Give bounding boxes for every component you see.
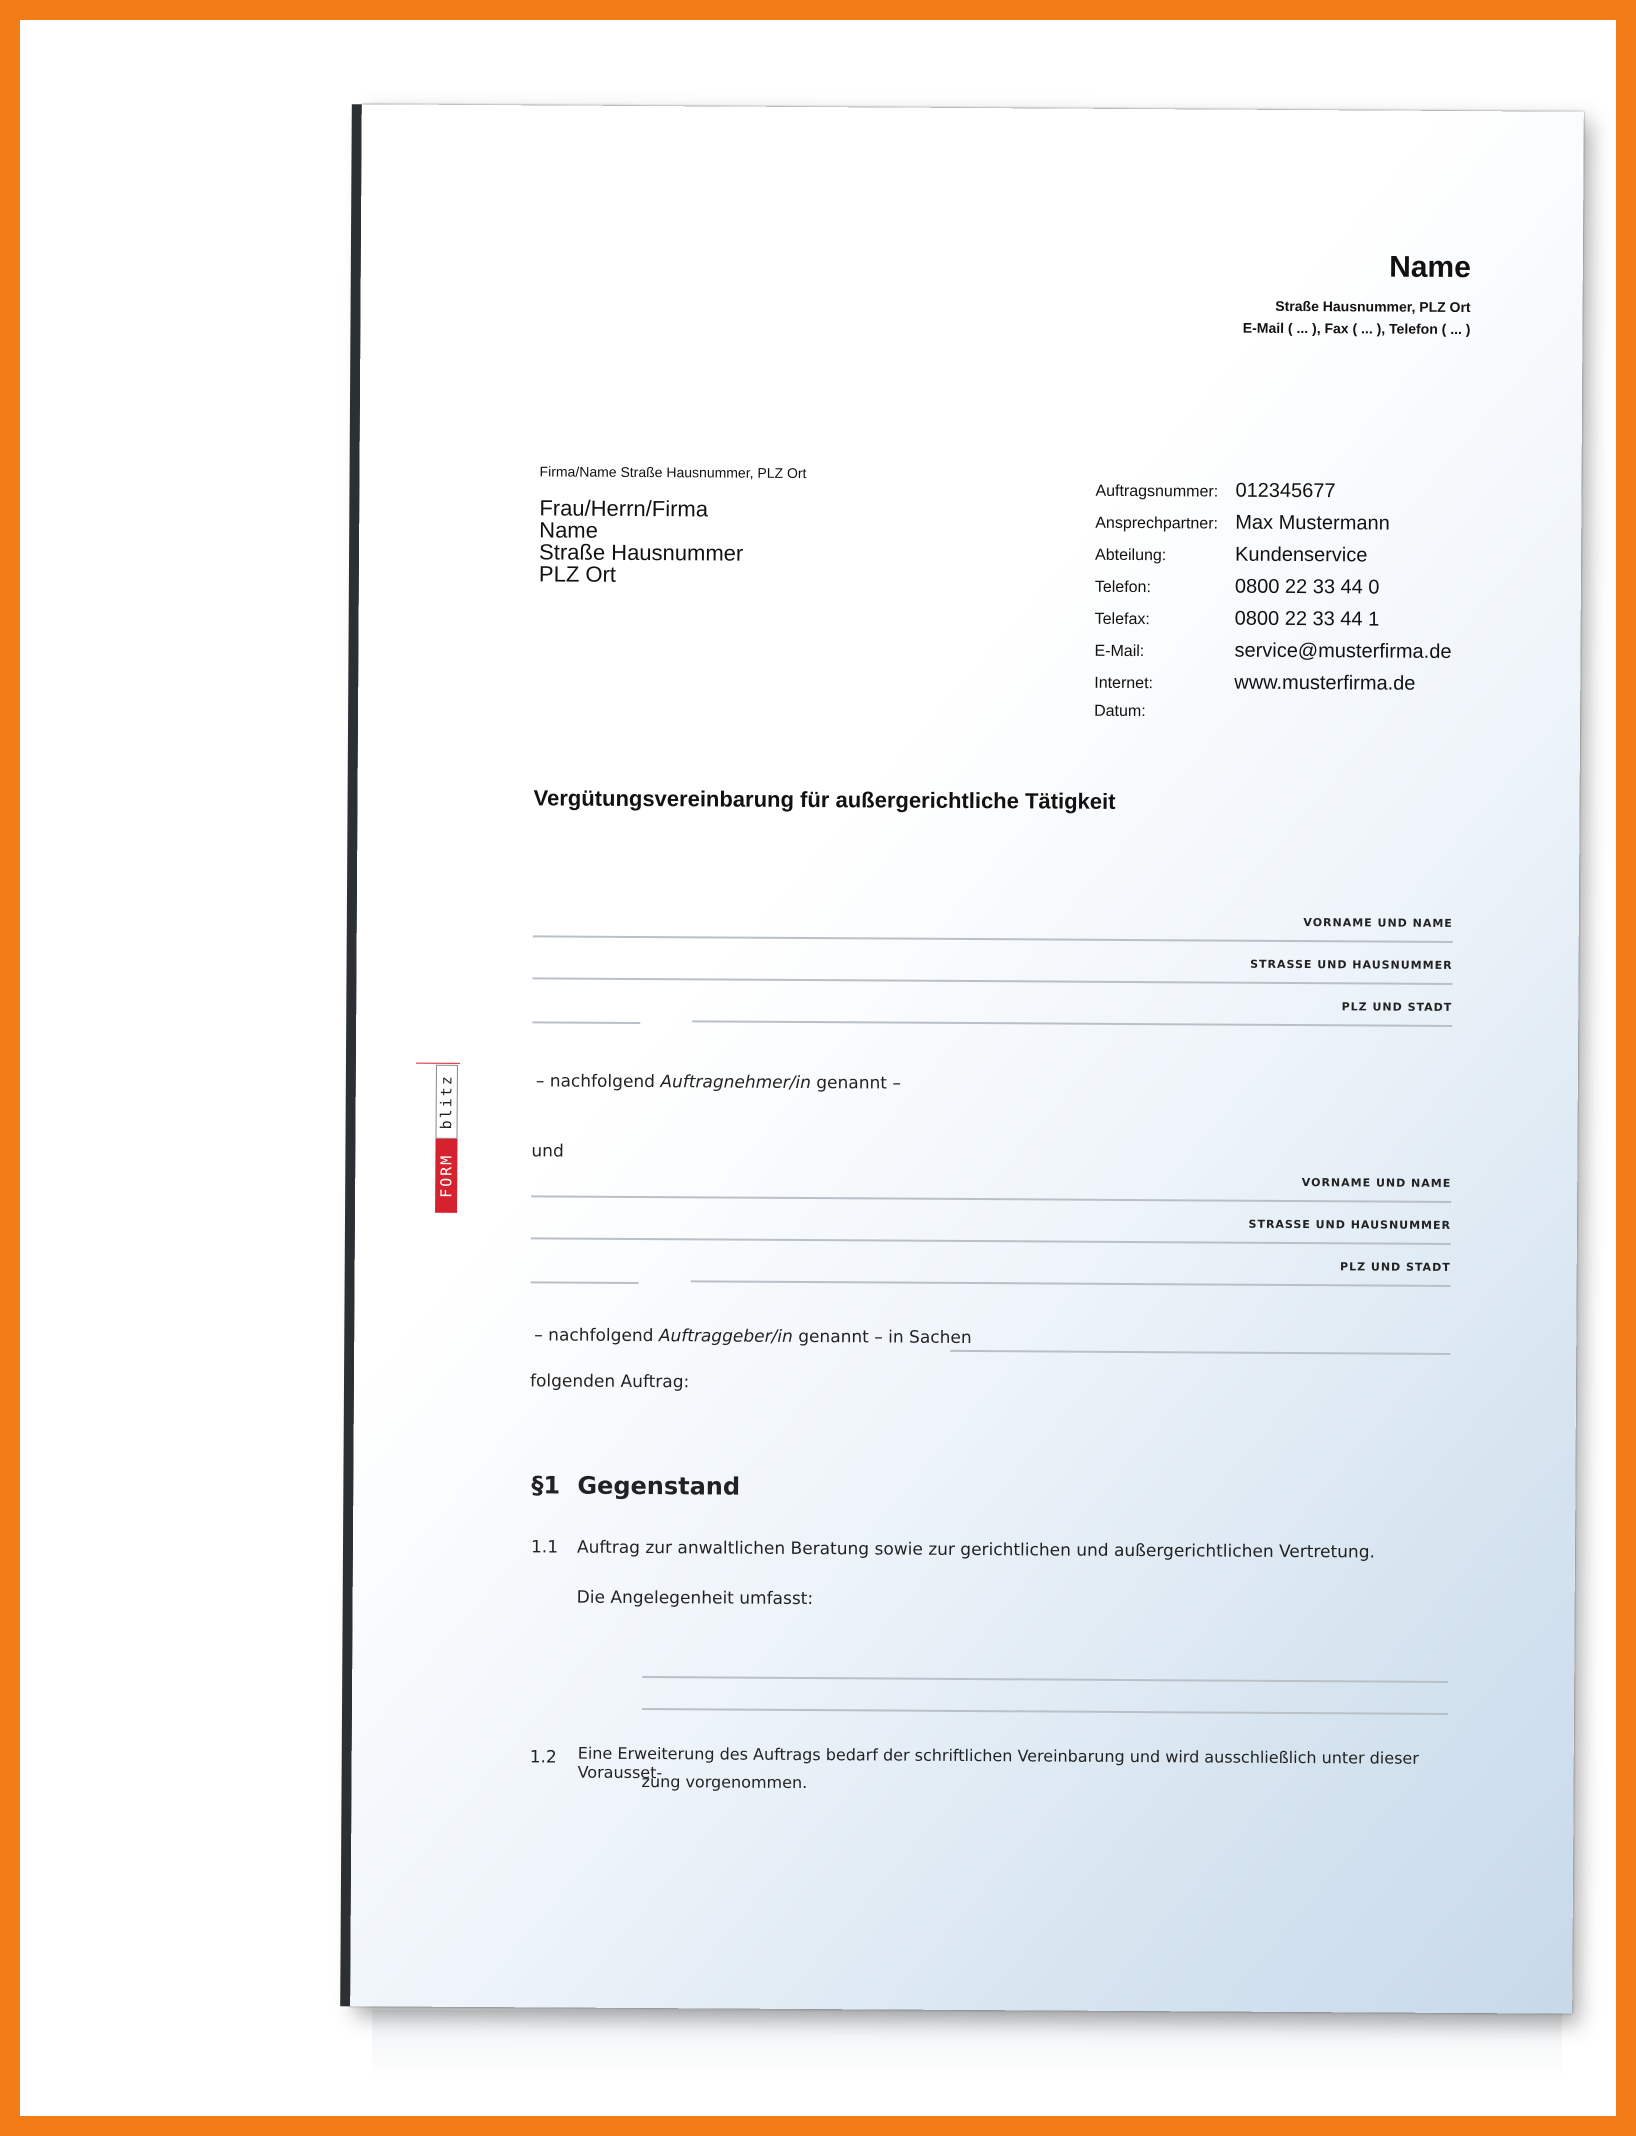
field-label-name: VORNAME UND NAME [1301, 1176, 1452, 1190]
item-number: 1.1 [530, 1537, 559, 1558]
sender-line: Firma/Name Straße Hausnummer, PLZ Ort [539, 463, 807, 482]
field-line-name[interactable] [533, 935, 1453, 943]
recipient-line: PLZ Ort [538, 561, 617, 587]
info-row [1095, 479, 1515, 514]
info-row [1095, 575, 1515, 610]
item-text: Eine Erweiterung des Auftrags bedarf der schriftlichen Vereinbarung und wird ausschließlich unter dieser Vorausset- [577, 1743, 1419, 1783]
recipient-line: Name [539, 517, 598, 543]
info-label: Telefax: [1094, 610, 1150, 629]
field-line-zip[interactable] [531, 1281, 639, 1284]
brand-tick-line [416, 1063, 460, 1064]
info-value: 012345677 [1235, 479, 1336, 503]
info-value: www.musterfirma.de [1234, 671, 1416, 695]
item-text: Auftrag zur anwaltlichen Beratung sowie zur gerichtlichen und außergerichtlichen Vertretung. [576, 1537, 1375, 1563]
item-number: 1.2 [529, 1747, 557, 1768]
letterhead-name: Name [1389, 250, 1471, 285]
page-reflection [372, 2010, 1562, 2080]
field-label-city: PLZ UND STADT [1339, 1260, 1451, 1274]
item-subtext: Die Angelegenheit umfasst: [576, 1587, 814, 1610]
info-row [1095, 511, 1515, 546]
role-prefix: – nachfolgend [534, 1325, 659, 1347]
field-line-city[interactable] [691, 1280, 1451, 1287]
info-label: E-Mail: [1094, 642, 1145, 661]
info-label: Abteilung: [1095, 546, 1167, 565]
field-line-name[interactable] [531, 1195, 1451, 1203]
info-label: Auftragsnummer: [1095, 482, 1219, 501]
brand-logo [435, 1065, 458, 1213]
info-block [1094, 479, 1516, 738]
item-text-continuation: zung vorgenommen. [641, 1772, 808, 1793]
letterhead-address-line: Straße Hausnummer, PLZ Ort [1275, 297, 1471, 316]
info-value: 0800 22 33 44 0 [1234, 575, 1380, 599]
field-line-city[interactable] [692, 1020, 1452, 1027]
section-number: §1 [531, 1471, 561, 1500]
info-label: Datum: [1094, 702, 1146, 721]
field-line-street[interactable] [532, 977, 1452, 985]
brand-logo-part-white [436, 1065, 458, 1139]
role-term: Auftraggeber/in [658, 1326, 793, 1347]
info-label: Ansprechpartner: [1095, 514, 1219, 533]
role-line-contractor [536, 1071, 901, 1093]
field-label-city: PLZ UND STADT [1341, 1000, 1453, 1014]
info-label: Internet: [1094, 674, 1154, 693]
info-row [1094, 639, 1514, 674]
recipient-line: Frau/Herrn/Firma [539, 495, 709, 522]
letterhead-contact-line: E-Mail ( ... ), Fax ( ... ), Telefon ( ... ) [1242, 319, 1471, 338]
info-value: Kundenservice [1235, 543, 1368, 567]
info-value: service@musterfirma.de [1234, 639, 1452, 663]
field-line-matter-detail[interactable] [642, 1676, 1448, 1683]
and-text: und [531, 1141, 564, 1162]
role-term: Auftragnehmer/in [660, 1072, 811, 1094]
role-line-client [534, 1325, 971, 1348]
brand-text-part1: FORM [437, 1153, 456, 1198]
role-suffix: genannt – [810, 1073, 901, 1094]
field-line-street[interactable] [531, 1237, 1451, 1245]
info-value: 0800 22 33 44 1 [1234, 607, 1380, 631]
role-suffix: genannt – in Sachen [792, 1326, 972, 1349]
info-label: Telefon: [1094, 578, 1151, 597]
recipient-block [539, 497, 744, 586]
field-line-matter[interactable] [950, 1350, 1450, 1355]
recipient-line: Straße Hausnummer [539, 539, 744, 566]
info-row [1094, 703, 1514, 738]
following-text: folgenden Auftrag: [529, 1371, 690, 1393]
info-row [1094, 671, 1514, 706]
info-value: Max Mustermann [1235, 511, 1390, 535]
section-heading: Gegenstand [577, 1471, 741, 1501]
document-title: Vergütungsvereinbarung für außergerichtliche Tätigkeit [533, 785, 1116, 814]
field-label-street: STRASSE UND HAUSNUMMER [1248, 1217, 1452, 1232]
info-row [1095, 607, 1515, 642]
brand-logo-part-red [435, 1139, 457, 1213]
field-label-name: VORNAME UND NAME [1303, 916, 1453, 930]
role-prefix: – nachfolgend [535, 1071, 661, 1093]
field-line-matter-detail[interactable] [642, 1708, 1448, 1715]
letterhead-address [1243, 295, 1471, 340]
field-line-zip[interactable] [532, 1021, 640, 1024]
field-label-street: STRASSE UND HAUSNUMMER [1250, 957, 1453, 972]
document-page [350, 104, 1584, 2013]
brand-text-part2: blitz [437, 1074, 456, 1130]
info-row [1095, 543, 1515, 578]
